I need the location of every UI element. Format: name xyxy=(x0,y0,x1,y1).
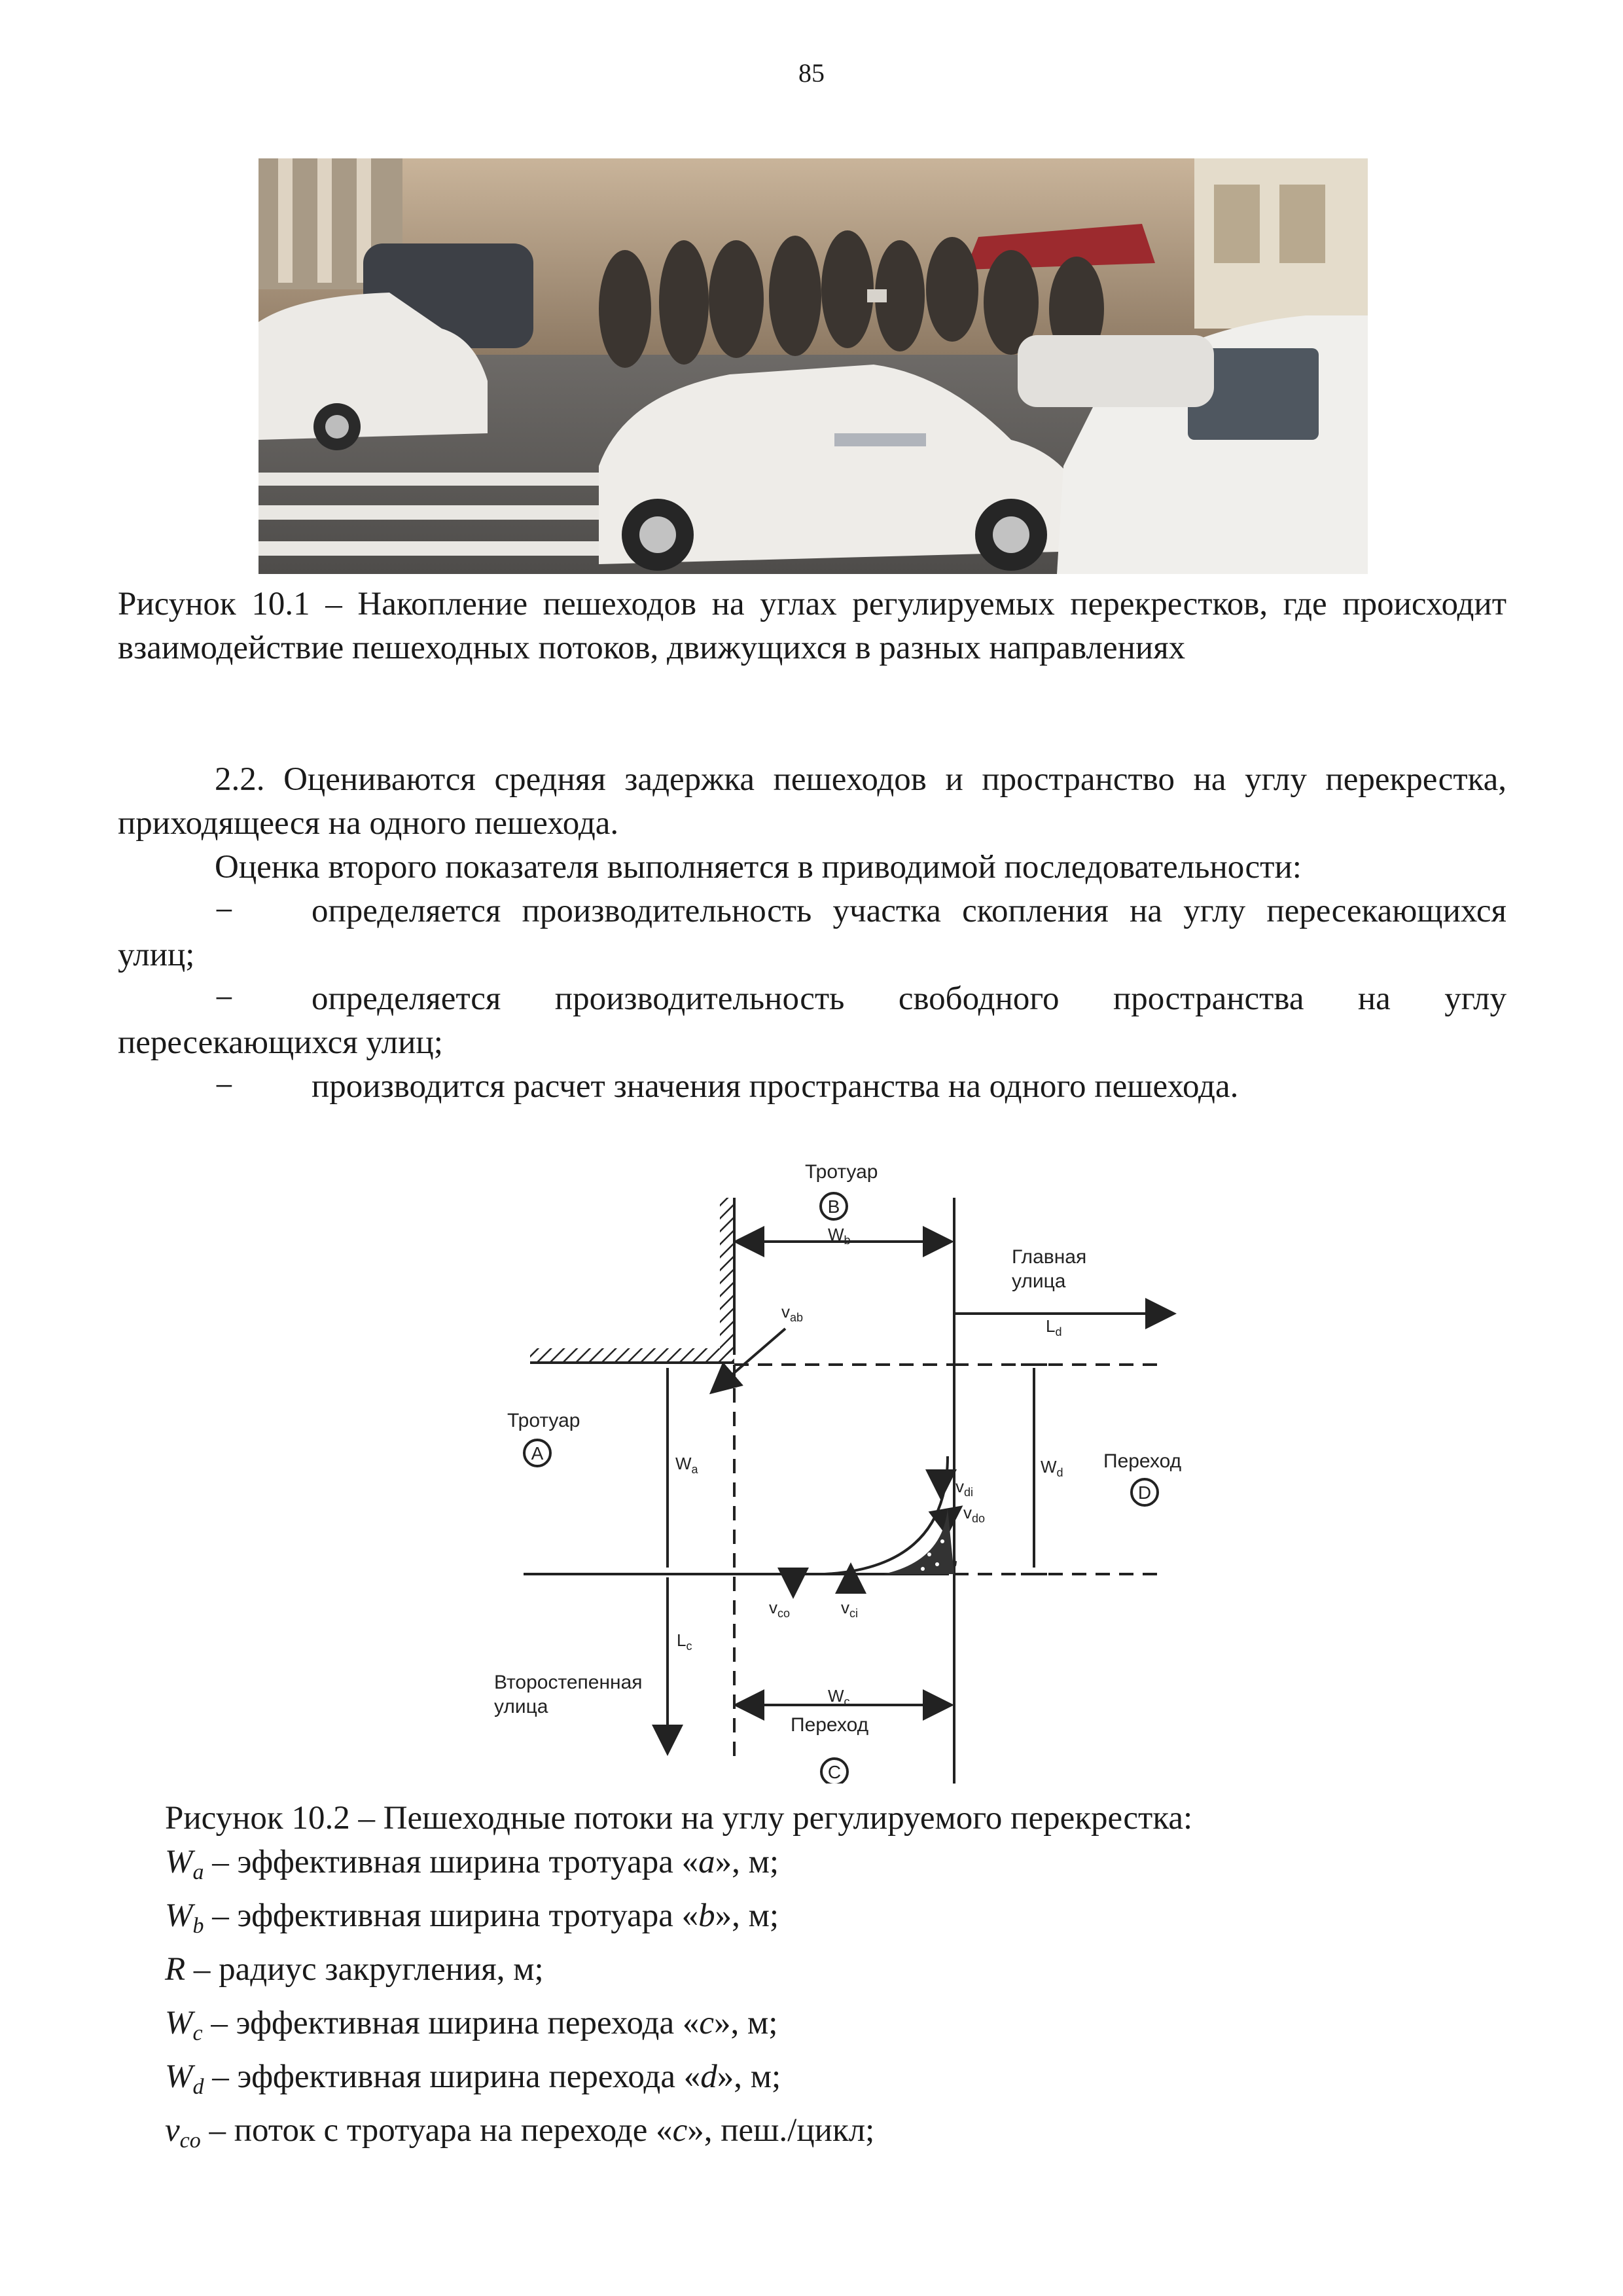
label-secondary-street-1: Второстепенная xyxy=(494,1672,643,1693)
list-item-text: определяется производительность участка скопления на углу пересекающихся улиц; xyxy=(118,893,1507,973)
legend-row: $W_c$ – эффективная ширина перехода «c», м; xyxy=(165,2005,778,2045)
list-item xyxy=(118,889,1507,977)
label-sidewalk-a: Тротуар xyxy=(507,1410,580,1431)
label-crossing-c: Переход xyxy=(791,1714,869,1736)
label-ld: $L_d$ xyxy=(1046,1316,1062,1338)
legend-row: $v_{co}$ – поток с тротуара на переходе «c», пеш./цикл; xyxy=(165,2112,875,2153)
label-secondary-street-2: улица xyxy=(494,1696,548,1717)
dash-marker: − xyxy=(215,980,234,1017)
label-vci: $v_{ci}$ xyxy=(841,1598,858,1620)
corner-curb xyxy=(954,1548,955,1566)
dash-marker: − xyxy=(215,893,234,929)
label-wd: $W_d$ xyxy=(1041,1457,1063,1479)
page-number: 85 xyxy=(798,58,825,88)
figure-2-legend xyxy=(165,1797,1507,2162)
legend-row: $W_a$ – эффективная ширина тротуара «a», м; xyxy=(165,1844,779,1884)
white-car-right xyxy=(1018,335,1214,407)
legend-row: $W_b$ – эффективная ширина тротуара «b», м; xyxy=(165,1897,779,1938)
label-wc: $W_c$ xyxy=(828,1686,850,1708)
dash-marker: − xyxy=(215,1068,234,1105)
building-hatch-horizontal xyxy=(530,1348,734,1363)
list-item xyxy=(118,977,1507,1065)
circle-c-label: C xyxy=(827,1762,842,1782)
list-item-text: производится расчет значения пространства на одного пешехода. xyxy=(312,1068,1239,1105)
pedestrian-flow-diagram xyxy=(471,1142,1198,1784)
label-sidewalk-b: Тротуар xyxy=(805,1161,878,1183)
label-crossing-d: Переход xyxy=(1103,1450,1182,1472)
label-main-street-1: Главная xyxy=(1012,1246,1087,1268)
label-wb: $W_b$ xyxy=(828,1225,851,1247)
street-photo xyxy=(259,158,1368,574)
list-item xyxy=(118,1065,1507,1109)
label-vab: $v_{ab}$ xyxy=(781,1302,804,1324)
label-lc: $L_c$ xyxy=(677,1630,692,1653)
figure-1-caption: Рисунок 10.1 – Накопление пешеходов на углах регулируемых перекрестков, где происходит взаимодействие пешеходных потоков, движущихся в разных направлениях xyxy=(118,586,1507,666)
label-vdi: $v_{di}$ xyxy=(955,1477,974,1499)
paragraph-2-2: 2.2. Оцениваются средняя задержка пешеходов и пространство на углу перекрестка, приходящееся на одного пешехода. xyxy=(118,761,1507,842)
legend-row: R – радиус закругления, м; xyxy=(165,1951,544,1988)
building-hatch-vertical xyxy=(720,1198,734,1355)
figure-2-caption: Рисунок 10.2 – Пешеходные потоки на углу регулируемого перекрестка: xyxy=(165,1800,1193,1837)
paragraph-sequence-intro: Оценка второго показателя выполняется в приводимой последовательности: xyxy=(215,849,1302,886)
label-wa: $W_a$ xyxy=(675,1454,698,1476)
circle-a-label: A xyxy=(531,1443,544,1463)
label-vdo: $v_{do}$ xyxy=(963,1503,986,1525)
circle-b-label: B xyxy=(827,1196,840,1217)
legend-row: $W_d$ – эффективная ширина перехода «d», м; xyxy=(165,2058,781,2099)
label-main-street-2: улица xyxy=(1012,1270,1066,1292)
label-vco: $v_{co}$ xyxy=(769,1598,791,1620)
list-item-text: определяется производительность свободного пространства на углу пересекающихся улиц; xyxy=(118,980,1507,1061)
circle-d-label: D xyxy=(1137,1482,1152,1503)
